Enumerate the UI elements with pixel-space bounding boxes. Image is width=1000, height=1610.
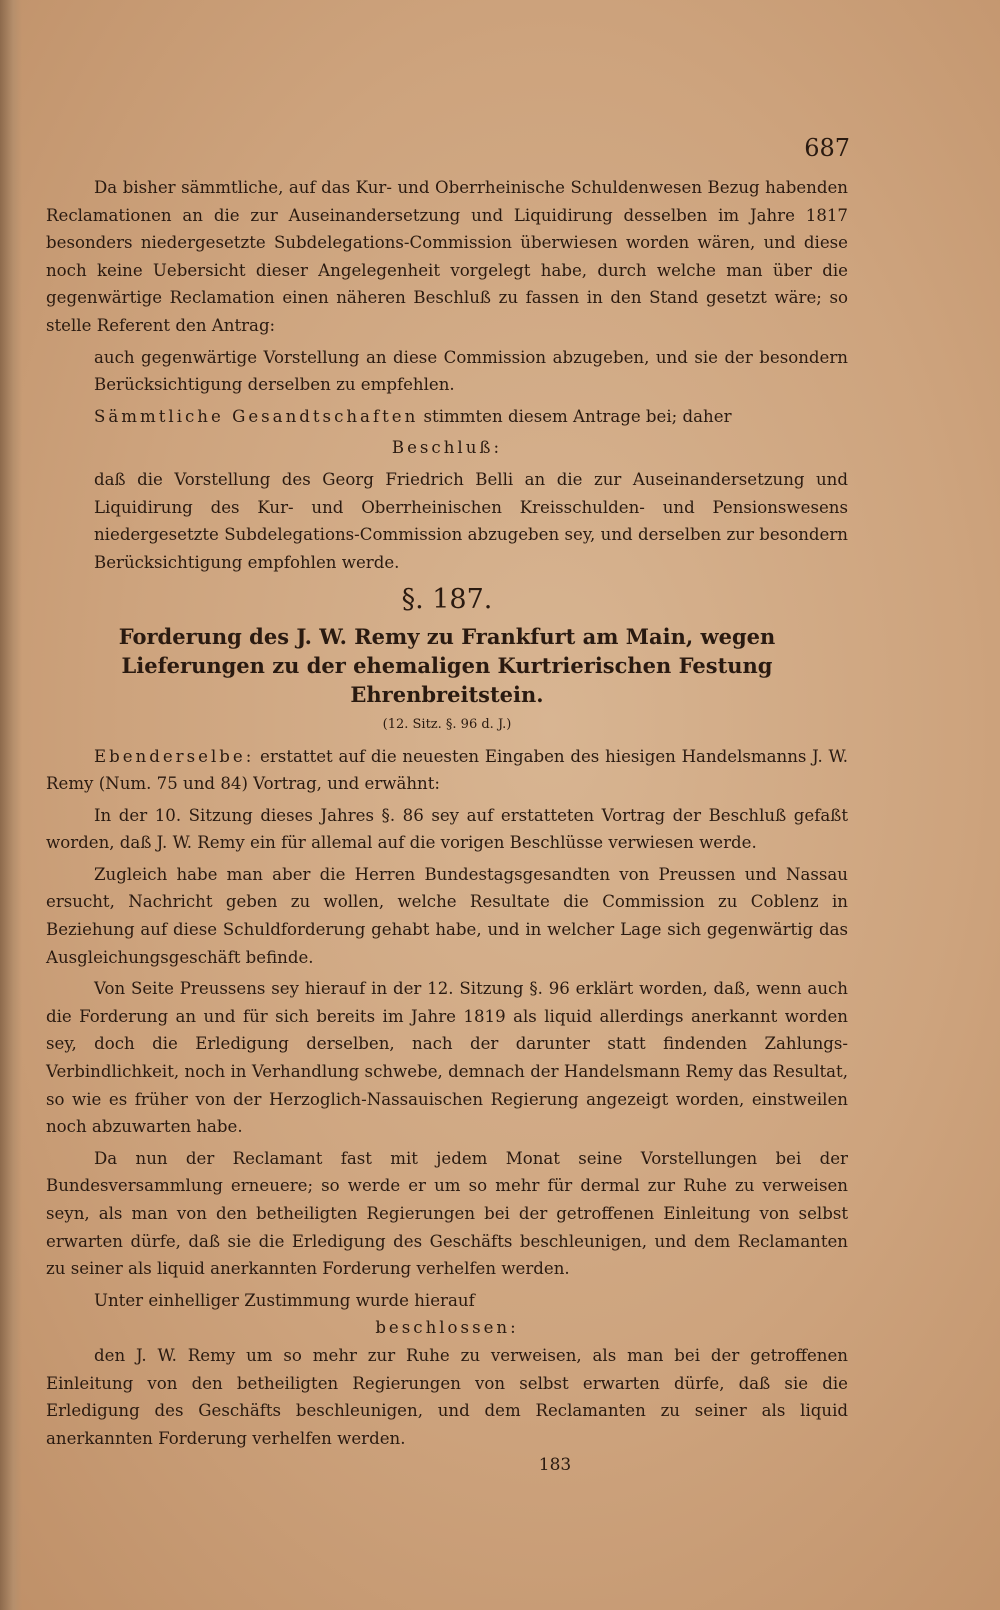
paragraph-vote-rest: stimmten diesem Antrage bei; daher <box>418 406 732 426</box>
paragraph-motion: auch gegenwärtige Vorstellung an diese Commission abzugeben, und sie der besondern Berücksichtigung derselben zu empfehlen. <box>94 347 848 395</box>
paragraph-intro: Da bisher sämmtliche, auf das Kur- und Oberrheinische Schuldenwesen Bezug habenden Reclamationen an die zur Auseinandersetzung und Liquidirung desselben im Jahre 1817 besonders niedergesetzte Subdelegations-Commission überwiesen worden wären, und diese noch keine Uebersicht dieser Angelegenheit vorgelegt habe, durch welche man über die gegenwärtige Reclamation einen näheren Beschluß zu fassen in den Stand gesetzt wäre; so stelle Referent den Antrag: <box>46 178 848 335</box>
paragraph-vote <box>46 403 848 431</box>
section-reference: (12. Sitz. §. 96 d. J.) <box>382 716 512 732</box>
paragraph-report <box>46 743 848 798</box>
spaced-text: Ebenderselbe: <box>94 746 255 766</box>
paragraph-report-rest: erstattet auf die neuesten Eingaben des hiesigen Handelsmanns J. W. Remy (Num. 75 und 84) Vortrag, und erwähnt: <box>46 746 848 794</box>
page-binding-edge <box>0 0 22 1610</box>
paragraph-prussia: Von Seite Preussens sey hierauf in der 12. Sitzung §. 96 erklärt worden, daß, wenn auch die Forderung an und für sich bereits im Jahre 1819 als liquid allerdings anerkannt worden sey, doch die Erledigung derselben, nach der darunter statt findenden Zahlungs-Verbindlichkeit, noch in Verhandlung schwebe, demnach der Handelsmann Remy das Resultat, so wie es früher von der Herzoglich-Nassauischen Regierung angezeigt worden, einstweilen noch abzuwarten habe. <box>46 979 848 1137</box>
spaced-text: Sämmtliche Gesandtschaften <box>94 406 419 426</box>
page-number: 687 <box>804 134 850 162</box>
paragraph-resolution: daß die Vorstellung des Georg Friedrich Belli an die zur Auseinandersetzung und Liquidirung des Kur- und Oberrheinischen Kreisschulden- und Pensionswesens niedergesetzte Subdelegations-Commission abzugeben sey, und derselben zur besondern Berücksichtigung empfohlen werde. <box>94 469 848 572</box>
paragraph-request: Zugleich habe man aber die Herren Bundestagsgesandten von Preussen und Nassau ersucht, Nachricht geben zu wollen, welche Resultate die Commission zu Coblenz in Beziehung auf diese Schuldforderung gehabt habe, und in welcher Lage sich gegenwärtig das Ausgleichungsgeschäft befinde. <box>46 864 848 967</box>
section-number: §. 187. <box>401 584 493 616</box>
paragraph-reclamant: Da nun der Reclamant fast mit jedem Monat seine Vorstellungen bei der Bundesversammlung erneuere; so werde er um so mehr für dermal zur Ruhe zu verweisen seyn, als man von den betheiligten Regierungen bei der getroffenen Einleitung von selbst erwarten dürfe, daß sie die Erledigung des Geschäfts beschleunigen, und dem Reclamanten zu seiner als liquid anerkannten Forderung verhelfen werden. <box>46 1148 848 1279</box>
page-body <box>46 174 848 1452</box>
signature-mark: 183 <box>538 1455 572 1475</box>
paragraph-tenth-session: In der 10. Sitzung dieses Jahres §. 86 sey auf erstatteten Vortrag der Beschluß gefaßt worden, daß J. W. Remy ein für allemal auf die vorigen Beschlüsse verwiesen werde. <box>46 805 848 853</box>
paragraph-decision: den J. W. Remy um so mehr zur Ruhe zu verweisen, als man bei der getroffenen Einleitung von den betheiligten Regierungen von selbst erwarten dürfe, daß sie die Erledigung des Geschäfts beschleunigen, und dem Reclamanten zu seiner als liquid anerkannten Forderung verhelfen werden. <box>46 1345 848 1448</box>
section-heading: Forderung des J. W. Remy zu Frankfurt am Main, wegen Lieferungen zu der ehemaligen Kurtrierischen Festung Ehrenbreitstein. <box>118 623 776 707</box>
resolution-heading: Beschluß: <box>391 438 503 458</box>
decision-heading: beschlossen: <box>375 1318 519 1338</box>
paragraph-consent: Unter einhelliger Zustimmung wurde hierauf <box>94 1290 475 1310</box>
